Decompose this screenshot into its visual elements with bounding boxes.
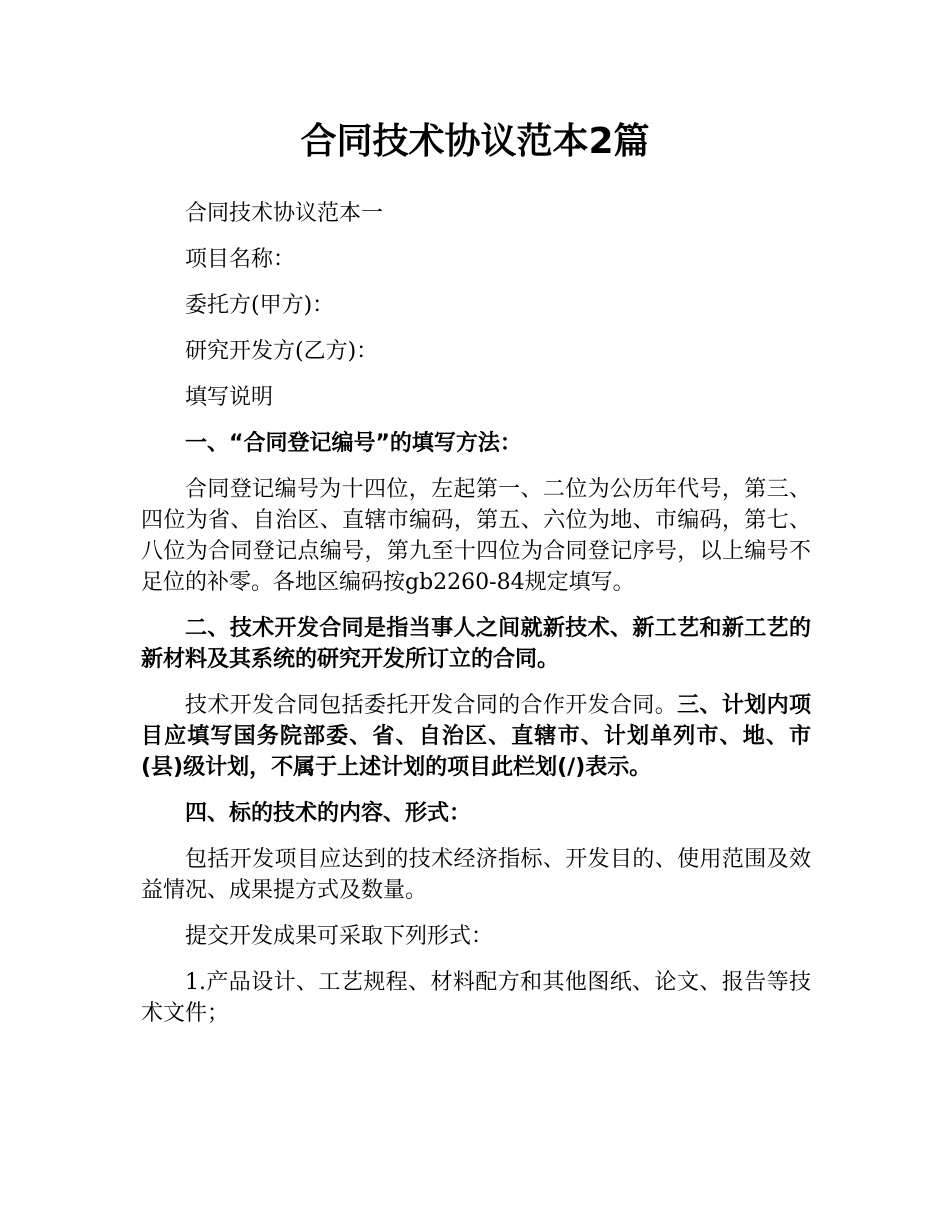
section-4-body: 包括开发项目应达到的技术经济指标、开发目的、使用范围及效益情况、成果提方式及数量。 xyxy=(141,847,811,903)
section-2-paragraph xyxy=(141,690,811,783)
instructions-line: 填写说明 xyxy=(185,385,274,410)
project-name-line: 项目名称： xyxy=(185,247,296,272)
section-1-body: 合同登记编号为十四位，左起第一、二位为公历年代号，第三、四位为省、自治区、直辖市编码，第五、六位为地、市编码，第七、八位为合同登记点编号，第九至十四位为合同登记序号，以上编号不足位的补零。各地区编码按gb2260-84规定填写。 xyxy=(141,477,811,595)
document-body xyxy=(141,198,811,1044)
document-title: 合同技术协议范本2篇 xyxy=(300,121,650,162)
section-4-heading: 四、标的技术的内容、形式： xyxy=(185,801,472,826)
section-3-inline: 三、计划内项目应填写国务院部委、省、自治区、直辖市、计划单列市、地、市(县)级计划，不属于上述计划的项目此栏划(/)表示。 xyxy=(141,693,811,780)
client-line: 委托方(甲方)： xyxy=(185,293,335,318)
section-4-item-1: 1.产品设计、工艺规程、材料配方和其他图纸、论文、报告等技术文件； xyxy=(141,970,811,1026)
developer-line: 研究开发方(乙方)： xyxy=(185,339,379,364)
section-2-heading: 二、技术开发合同是指当事人之间就新技术、新工艺和新工艺的新材料及其系统的研究开发所订立的合同。 xyxy=(141,616,811,672)
section-2-body: 技术开发合同包括委托开发合同的合作开发合同。 xyxy=(185,693,678,718)
subtitle-line: 合同技术协议范本一 xyxy=(185,201,384,226)
section-1-heading: 一、“合同登记编号”的填写方法： xyxy=(185,431,522,456)
section-4-forms: 提交开发成果可采取下列形式： xyxy=(185,924,494,949)
